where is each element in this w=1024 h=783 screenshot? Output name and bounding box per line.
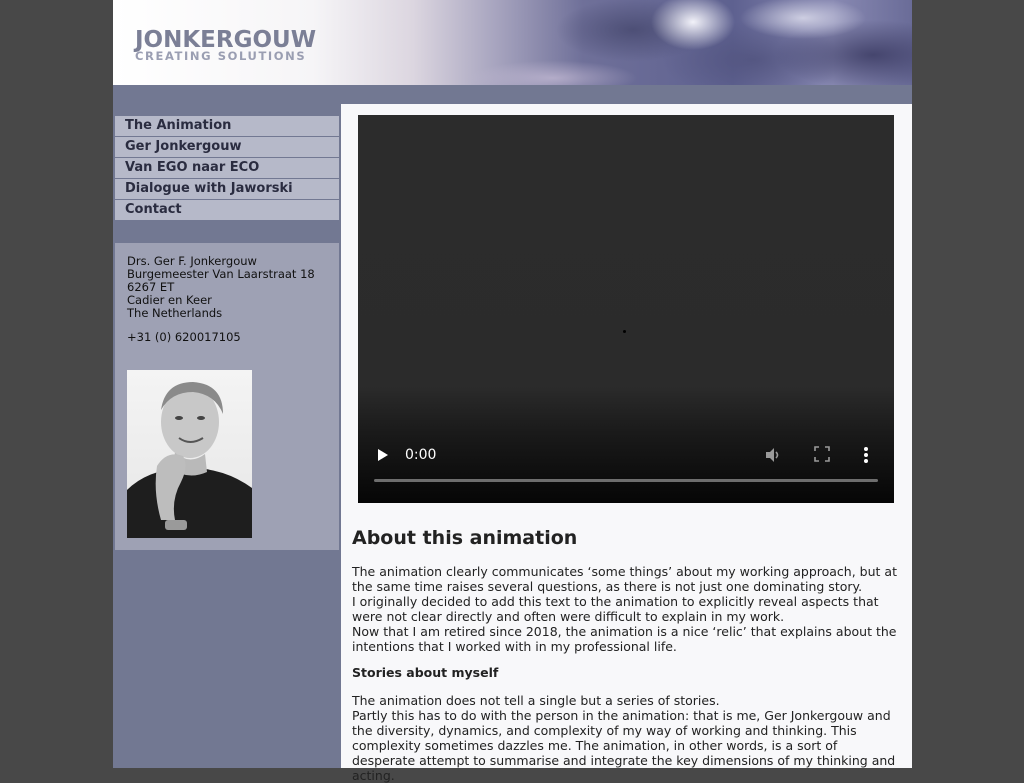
- video-time: 0:00: [405, 447, 437, 463]
- contact-phone: +31 (0) 620017105: [127, 330, 241, 344]
- more-vertical-icon[interactable]: [862, 446, 870, 468]
- volume-icon[interactable]: [764, 446, 782, 468]
- video-player[interactable]: [358, 115, 894, 503]
- contact-country: The Netherlands: [127, 306, 223, 320]
- article-paragraph: The animation clearly communicates ‘some things’ about my working approach, but at the same time raises several questions, as there is not just one dominating story.: [352, 564, 897, 594]
- header-banner: [113, 0, 912, 85]
- nav-item-contact[interactable]: Contact: [115, 200, 339, 220]
- logo-subtitle: CREATING SOLUTIONS: [135, 49, 307, 63]
- contact-city: Cadier en Keer: [127, 293, 212, 307]
- nav-item-ger-jonkergouw[interactable]: Ger Jonkergouw: [115, 137, 339, 157]
- stories-paragraph: The animation does not tell a single but a series of stories.: [352, 693, 720, 708]
- nav-item-dialogue-with-jaworski[interactable]: Dialogue with Jaworski: [115, 179, 339, 199]
- article-paragraph: I originally decided to add this text to the animation to explicitly reveal aspects that were not clear directly and often were difficult to explain in my work.: [352, 594, 879, 624]
- play-icon[interactable]: [376, 447, 390, 467]
- video-progress-track[interactable]: [374, 479, 878, 482]
- video-loading-dot: [623, 330, 626, 333]
- article-title: About this animation: [352, 527, 578, 549]
- contact-address-box: [115, 243, 339, 550]
- sidebar-nav: [115, 116, 339, 221]
- contact-postal: 6267 ET: [127, 280, 175, 294]
- stories-paragraph: Partly this has to do with the person in the animation: that is me, Ger Jonkergouw and the diversity, dynamics, and complexity of my way of working and thinking. This complexity sometimes dazzles me. The animation, in other words, is a sort of desperate attempt to summarise and integrate the key dimensions of my thinking and acting.: [352, 708, 896, 783]
- portrait-photo: [127, 370, 252, 538]
- article-paragraph: Now that I am retired since 2018, the animation is a nice ‘relic’ that explains about the intentions that I worked with in my professional life.: [352, 624, 897, 654]
- contact-name: Drs. Ger F. Jonkergouw: [127, 254, 257, 268]
- nav-item-the-animation[interactable]: The Animation: [115, 116, 339, 136]
- fullscreen-icon[interactable]: [814, 446, 830, 466]
- contact-street: Burgemeester Van Laarstraat 18: [127, 267, 315, 281]
- stories-heading: Stories about myself: [352, 665, 499, 680]
- logo-title: JONKERGOUW: [135, 27, 317, 53]
- main-content: [341, 104, 912, 783]
- nav-item-van-ego-naar-eco[interactable]: Van EGO naar ECO: [115, 158, 339, 178]
